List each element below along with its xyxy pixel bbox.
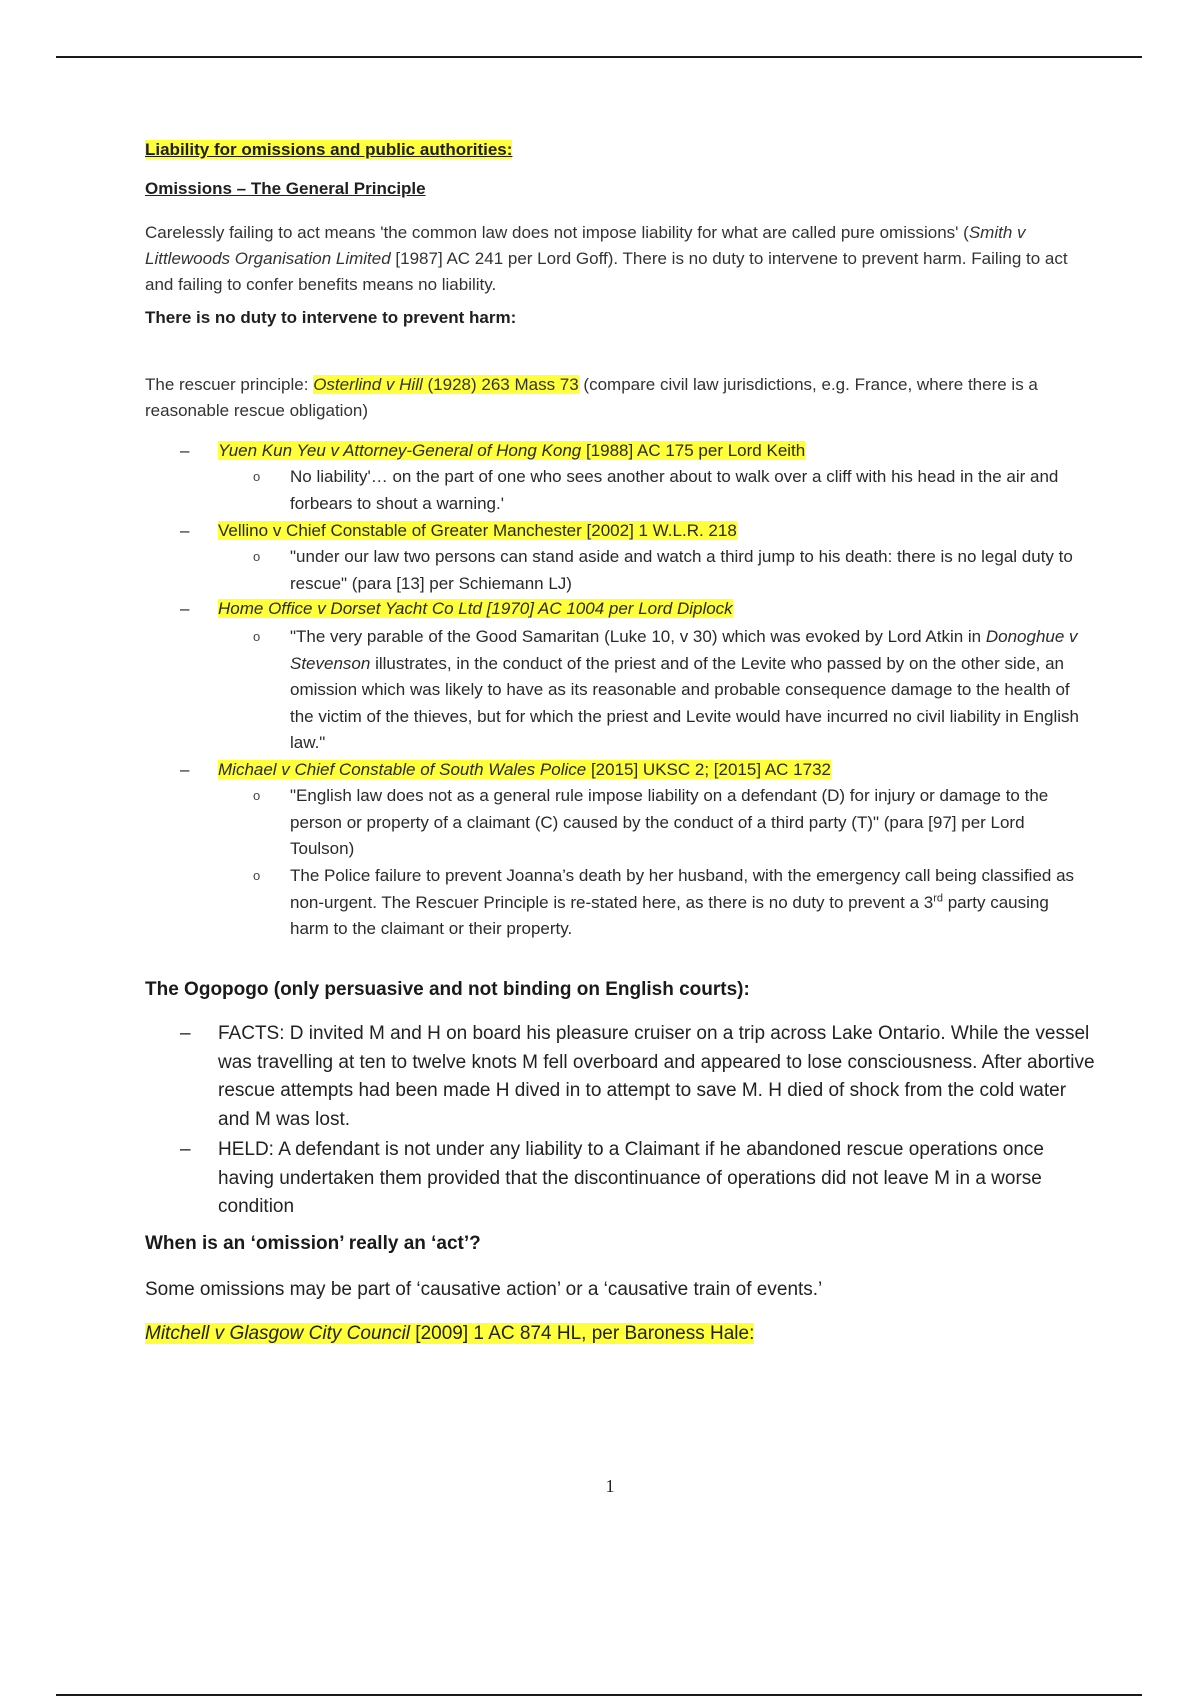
case-citation: Michael v Chief Constable of South Wales Police <box>218 760 587 779</box>
title-text: Liability for omissions and public authorities: <box>145 140 513 159</box>
dash-bullet: – <box>180 599 190 618</box>
header-rule <box>56 56 1142 58</box>
case-citation: Smith v Littlewoods Organisation Limited <box>145 223 1026 268</box>
dash-bullet: – <box>180 760 190 779</box>
section-heading <box>145 179 1090 199</box>
case-citation: Home Office v Dorset Yacht Co Ltd <box>218 599 482 618</box>
intro-paragraph: Carelessly failing to act means 'the common law does not impose liability for what are called pure omissions' (Smith v Littlewoods Organisation Limited [1987] AC 241 per Lord Goff). There is no duty to intervene to prevent harm. Failing to act and failing to confer benefits means no liability. <box>145 223 1068 294</box>
circle-bullet-icon: o <box>253 868 261 883</box>
act-heading: When is an ‘omission’ really an ‘act’? <box>145 1233 481 1254</box>
case-citation: Yuen Kun Yeu v Attorney-General of Hong Kong <box>218 441 582 460</box>
circle-bullet-icon: o <box>253 629 261 644</box>
circle-bullet-icon: o <box>253 469 261 484</box>
case-citation: Osterlind v Hill <box>313 375 423 394</box>
dash-bullet: – <box>180 521 190 540</box>
ogopogo-heading: The Ogopogo (only persuasive and not binding on English courts): <box>145 979 750 1000</box>
no-duty-heading: There is no duty to intervene to prevent harm: <box>145 308 517 327</box>
circle-bullet-icon: o <box>253 788 261 803</box>
page-number: 1 <box>605 1476 615 1496</box>
case-citation: Mitchell v Glasgow City Council <box>145 1323 411 1344</box>
act-paragraph: Some omissions may be part of ‘causative action’ or a ‘causative train of events.’ <box>145 1279 823 1300</box>
dash-bullet: – <box>180 1139 191 1160</box>
dash-bullet: – <box>180 441 190 460</box>
footer-rule <box>56 1694 1142 1696</box>
case-citation: Vellino v Chief Constable of Greater Manchester [2002] 1 W.L.R. 218 <box>218 521 737 540</box>
mitchell-citation: Mitchell v Glasgow City Council [2009] 1 AC 874 HL, per Baroness Hale: <box>145 1323 755 1344</box>
section-heading-text: Omissions – The General Principle <box>145 179 426 198</box>
circle-bullet-icon: o <box>253 549 261 564</box>
dash-bullet: – <box>180 1023 191 1044</box>
document-title <box>145 140 1090 160</box>
rescuer-paragraph: The rescuer principle: Osterlind v Hill (1928) 263 Mass 73 (compare civil law jurisdictions, e.g. France, where there is a reasonable rescue obligation) <box>145 375 1038 420</box>
